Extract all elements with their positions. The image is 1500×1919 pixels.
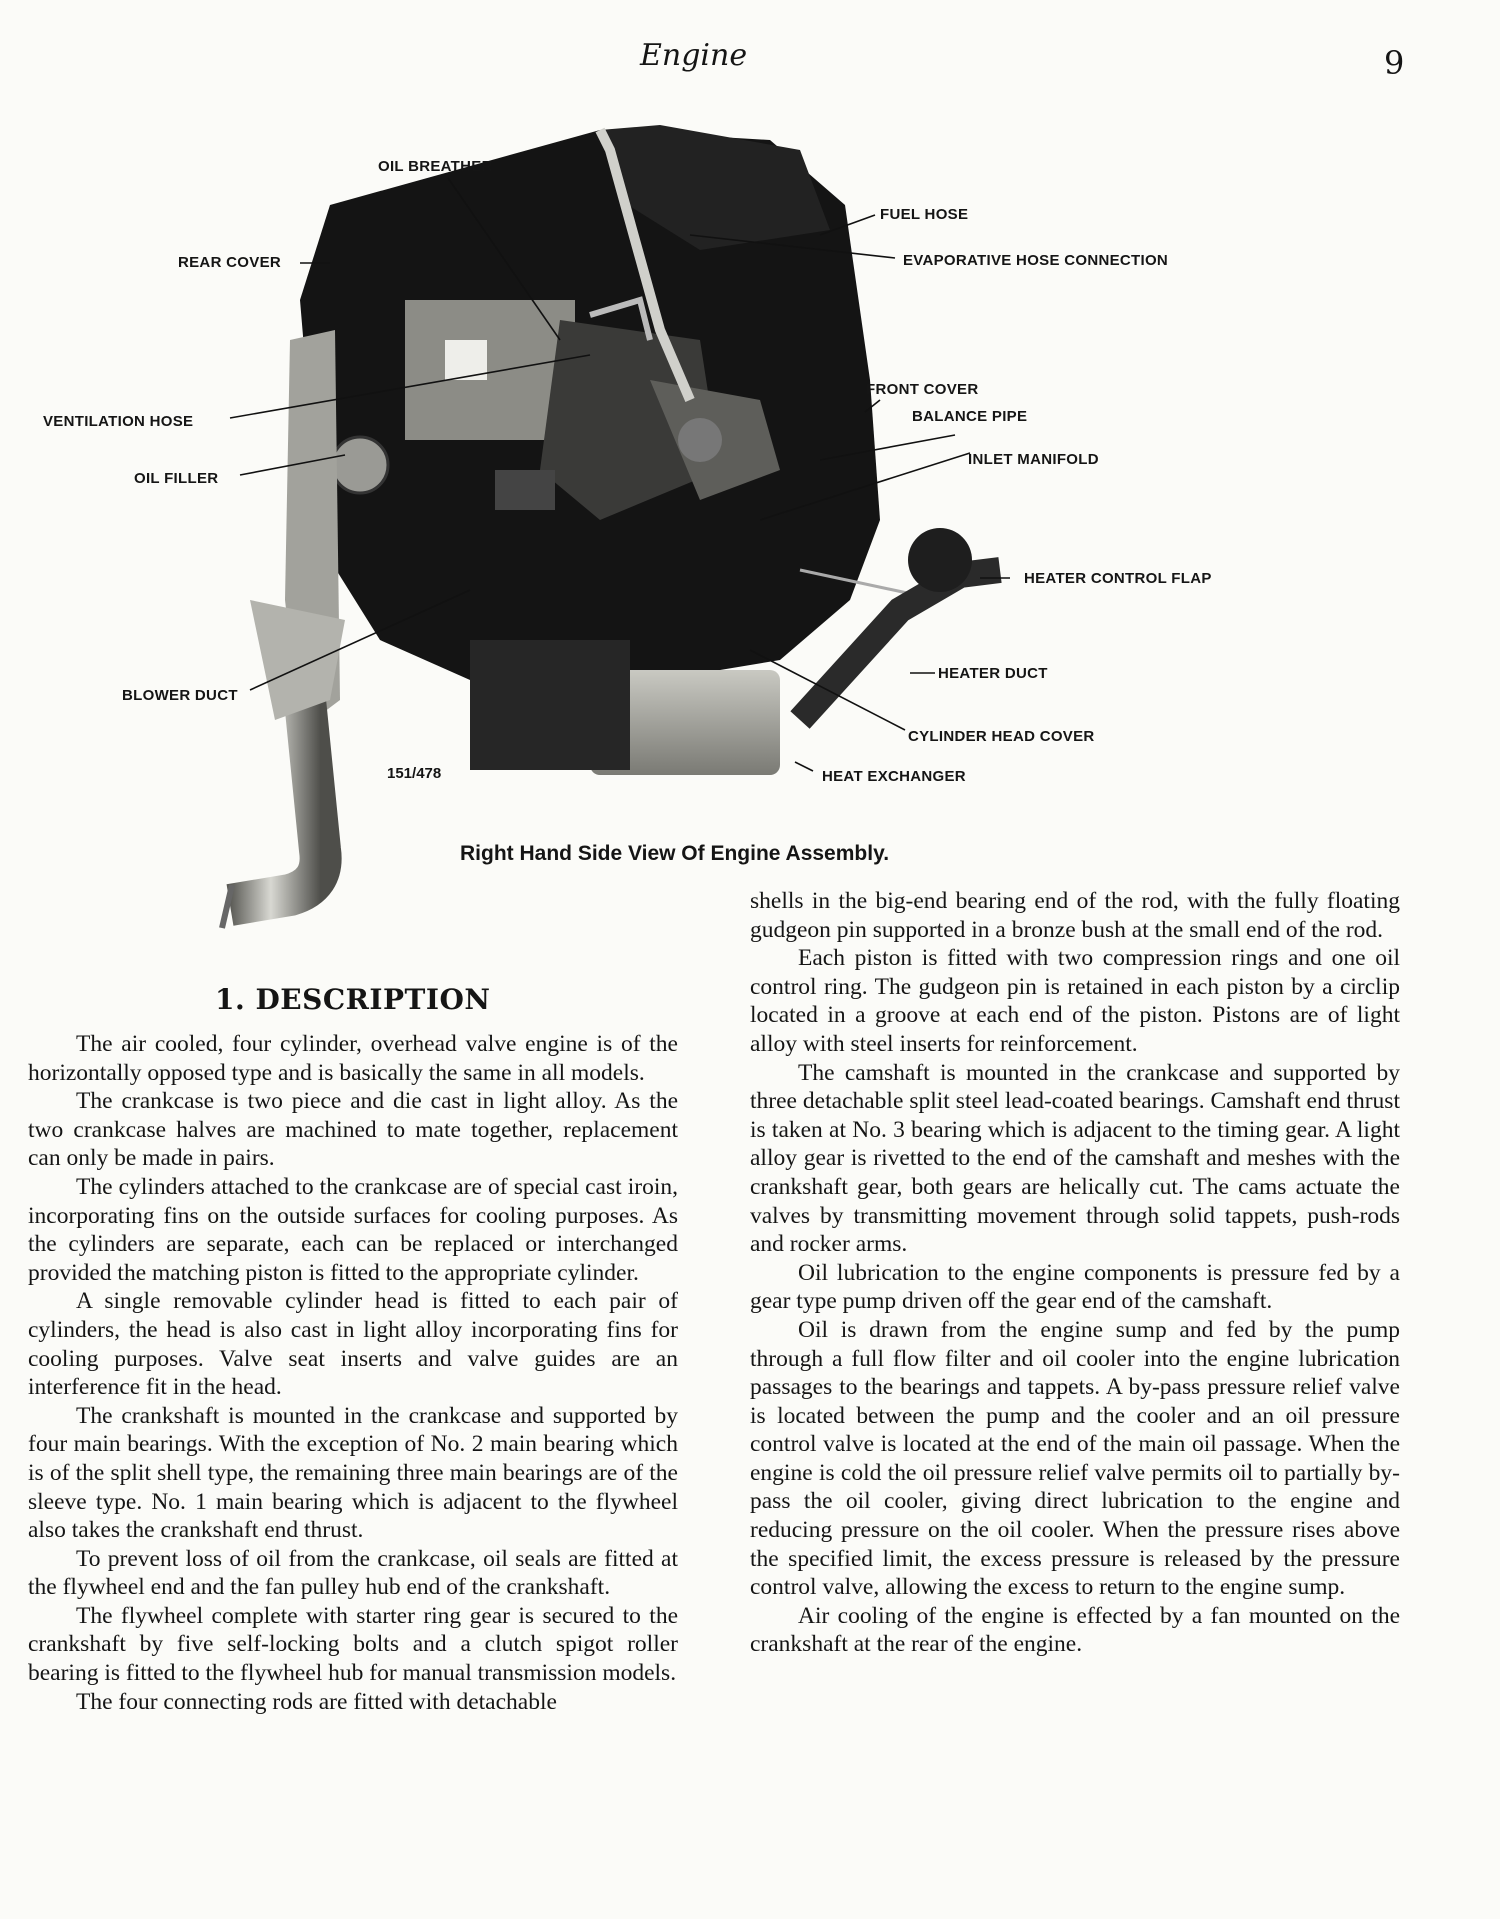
right-text-column [750,887,1400,1659]
paragraph: The camshaft is mounted in the crankcase and supported by three detachable split steel lead-coated bearings. Camshaft end thrust is taken at No. 3 bearing which is adjacent to the timing gear. A light alloy gear is rivetted to the end of the camshaft and meshes with the crankshaft gear, both gears are helically cut. The cams actuate the valves by transmitting movement through solid tappets, push-rods and rocker arms. [750,1059,1400,1258]
label-ventilation-hose: VENTILATION HOSE [43,413,194,430]
label-front-cover: FRONT COVER [866,381,979,398]
label-oil-filler: OIL FILLER [134,470,219,487]
label-oil-breather: OIL BREATHER [378,158,493,175]
paragraph: The crankshaft is mounted in the crankcase and supported by four main bearings. With the exception of No. 2 main bearing which is of the split shell type, the remaining three main bearings are of the sleeve type. No. 1 main bearing which is adjacent to the flywheel also takes the crankshaft end thrust. [28,1402,678,1544]
engine-body [222,125,1000,928]
label-inlet-manifold: INLET MANIFOLD [968,451,1099,468]
section-heading: 1. DESCRIPTION [215,983,491,1016]
paragraph: The cylinders attached to the crankcase are of special cast iroin, incorporating fins on the outside surfaces for cooling purposes. As the cylinders are separate, each can be replaced or interchanged provided the matching piston is fitted to the appropriate cylinder. [28,1173,678,1286]
paragraph: The four connecting rods are fitted with detachable [76,1688,557,1715]
paragraph: Oil is drawn from the engine sump and fed by the pump through a full flow filter and oil cooler into the engine lubrication passages to the bearings and tappets. A by-pass pressure relief valve is located between the pump and the cooler and an oil pressure control valve is located at the end of the main oil passage. When the engine is cold the oil pressure relief valve permits oil to partially by-pass the oil cooler, giving direct lubrication to the engine and reducing pressure on the oil cooler. When the pressure rises above the specified limit, the excess pressure is released by the pressure control valve, allowing the excess to return to the engine sump. [750,1316,1400,1601]
paragraph: Air cooling of the engine is effected by a fan mounted on the crankshaft at the rear of the engine. [750,1602,1400,1658]
paragraph: Each piston is fitted with two compression rings and one oil control ring. The gudgeon pin is retained in each piston by a circlip located in a groove at each end of the piston. Pistons are of light alloy with steel inserts for reinforcement. [750,945,1400,1057]
figure-reference-number: 151/478 [387,765,442,782]
paragraph: shells in the big-end bearing end of the rod, with the fully floating gudgeon pin supported in a bronze bush at the small end of the rod. [750,888,1400,943]
label-heat-exchanger: HEAT EXCHANGER [822,768,966,785]
running-header-title: Engine [640,38,748,73]
paragraph: The flywheel complete with starter ring gear is secured to the crankshaft by five self-locking bolts and a clutch spigot roller bearing is fitted to the flywheel hub for manual transmission models. [28,1602,678,1687]
label-evaporative-hose-connection: EVAPORATIVE HOSE CONNECTION [903,252,1169,269]
label-cylinder-head-cover: CYLINDER HEAD COVER [908,728,1095,745]
paragraph: The air cooled, four cylinder, overhead valve engine is of the horizontally opposed type and is basically the same in all models. [28,1031,678,1086]
paragraph: The crankcase is two piece and die cast in light alloy. As the two crankcase halves are machined to mate together, replacement can only be made in pairs. [28,1088,678,1172]
label-heater-control-flap: HEATER CONTROL FLAP [1024,570,1212,587]
label-balance-pipe: BALANCE PIPE [912,408,1028,425]
figure-caption: Right Hand Side View Of Engine Assembly. [460,842,890,865]
label-rear-cover: REAR COVER [178,254,282,271]
paragraph: To prevent loss of oil from the crankcase, oil seals are fitted at the flywheel end and the fan pulley hub end of the crankshaft. [28,1545,678,1601]
label-fuel-hose: FUEL HOSE [880,206,969,223]
label-heater-duct: HEATER DUCT [938,665,1048,682]
paragraph: Oil lubrication to the engine components is pressure fed by a gear type pump driven off the gear end of the camshaft. [750,1259,1400,1315]
left-text-column [28,1030,678,1716]
page-number: 9 [1384,44,1405,82]
label-blower-duct: BLOWER DUCT [122,687,238,704]
paragraph: A single removable cylinder head is fitted to each pair of cylinders, the head is also cast in light alloy incorporating fins for cooling purposes. Valve seat inserts and valve guides are an interference fit in the head. [28,1288,678,1401]
